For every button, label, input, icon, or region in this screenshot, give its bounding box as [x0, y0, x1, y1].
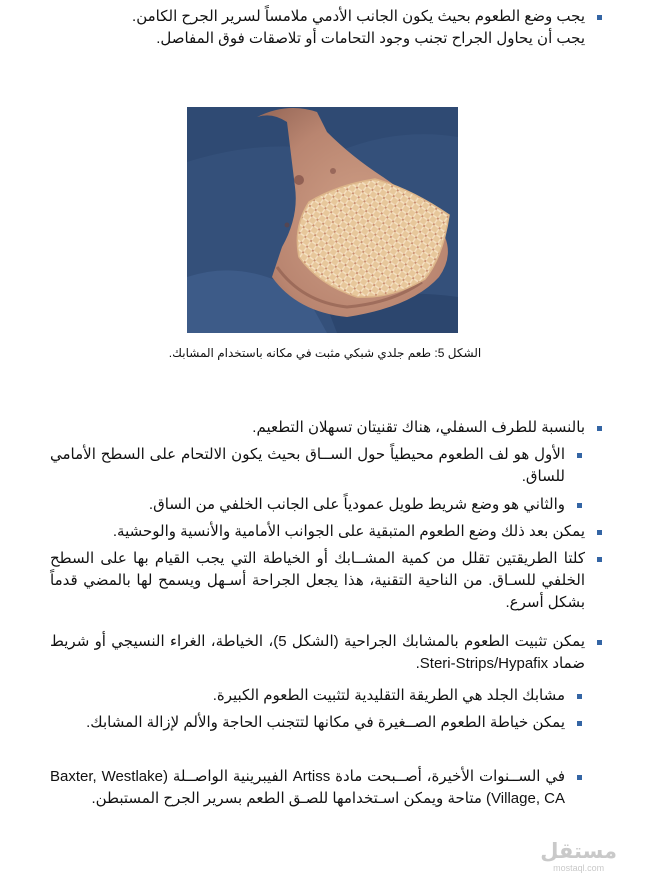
watermark-domain: mostaql.com — [553, 863, 605, 873]
bullet-marker — [597, 426, 602, 431]
sub-bullet-marker — [577, 503, 582, 508]
paragraph-first-technique: الأول هو لف الطعوم محيطياً حول الســاق بحيث يكون الالتحام على السطح الأمامي للساق. — [50, 446, 565, 485]
watermark — [540, 841, 617, 873]
bullet-marker — [597, 15, 602, 20]
sub-bullet-marker — [577, 453, 582, 458]
paragraph-artiss: في الســنوات الأخيرة، أصــبحت مادة Artiss الفيبرينية الواصــلة (Baxter, Westlake Village, CA) متاحة ويمكن اسـتخدامها للصـق الطعم بسرير الجرح المستبطن. — [50, 768, 565, 807]
sub-bullet-marker — [577, 721, 582, 726]
graft-placement-line1: يجب وضع الطعوم بحيث يكون الجانب الأدمي ملامساً لسرير الجرح الكامن. — [132, 8, 585, 25]
bullet-marker — [597, 640, 602, 645]
bullet-marker — [597, 530, 602, 535]
paragraph-lower-limb: بالنسبة للطرف السفلي، هناك تقنيتان تسهلان التطعيم. — [252, 419, 585, 436]
meshed-skin-graft-photo — [187, 107, 458, 333]
sub-bullet-marker — [577, 694, 582, 699]
bullet-marker — [597, 557, 602, 562]
paragraph-small-grafts: يمكن خياطة الطعوم الصــغيرة في مكانها لتتجنب الحاجة والألم لإزالة المشابك. — [86, 714, 565, 731]
paragraph-remaining-grafts: يمكن بعد ذلك وضع الطعوم المتبقية على الجوانب الأمامية والأنسية والوحشية. — [112, 523, 585, 540]
paragraph-graft-placement — [80, 6, 585, 50]
graft-placement-line2: يجب أن يحاول الجراح تجنب وجود التحامات أو تلاصقات فوق المفاصل. — [156, 30, 585, 47]
paragraph-both-techniques: كلتا الطريقتين تقلل من كمية المشــابك أو الخياطة التي يجب القيام بها على السطح الخلفي للسـاق. من الناحية التقنية، هذا يجعل الجراحة أسـهل ويسمح لها بالمضي قدماً بشكل أسرع. — [50, 550, 585, 611]
paragraph-fixation: يمكن تثبيت الطعوم بالمشابك الجراحية (الشكل 5)، الخياطة، الغراء النسيجي أو شريط ضماد Steri-Strips/Hypafix. — [50, 633, 586, 672]
watermark-logo: مستقل — [540, 840, 617, 863]
sub-bullet-marker — [577, 775, 582, 780]
figure-caption: الشكل 5: طعم جلدي شبكي مثبت في مكانه باستخدام المشابك. — [168, 346, 482, 360]
paragraph-staples: مشابك الجلد هي الطريقة التقليدية لتثبيت الطعوم الكبيرة. — [212, 687, 565, 704]
paragraph-second-technique: والثاني هو وضع شريط طويل عمودياً على الجانب الخلفي من الساق. — [148, 496, 565, 513]
